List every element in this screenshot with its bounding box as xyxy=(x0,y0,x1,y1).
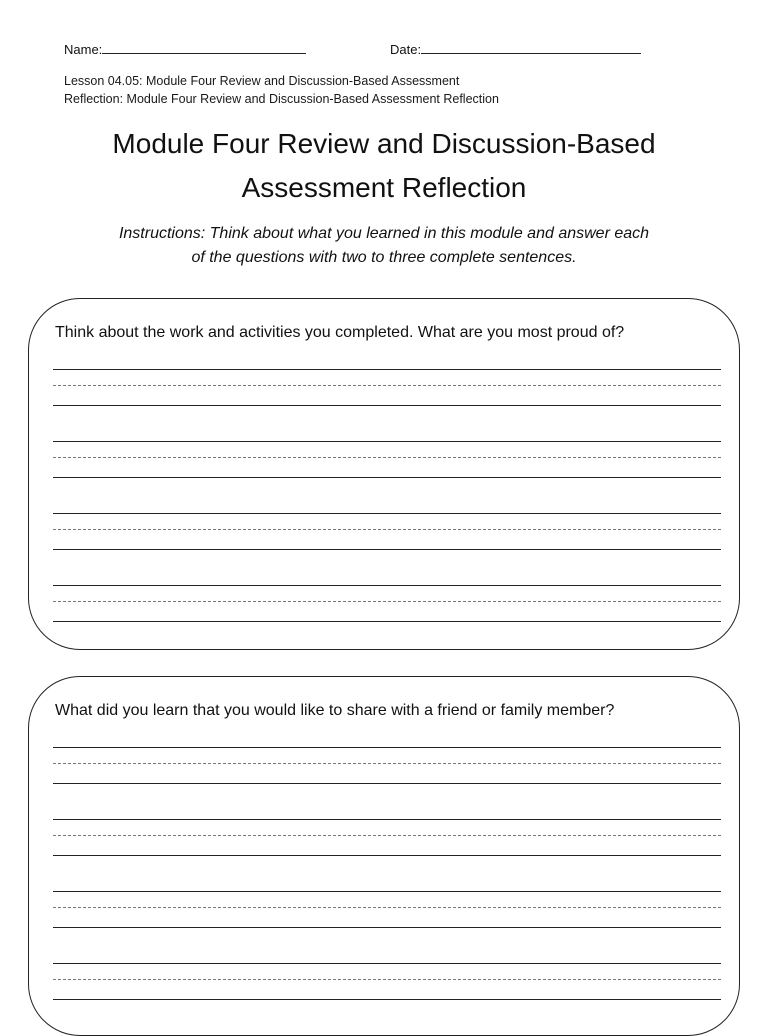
lesson-info xyxy=(64,72,499,108)
question-2-text: What did you learn that you would like to share with a friend or family member? xyxy=(55,702,615,719)
writing-line-pair xyxy=(53,747,721,819)
question-box-2 xyxy=(28,676,740,1036)
writing-guide-line xyxy=(53,763,721,764)
header-row xyxy=(64,40,704,58)
writing-line xyxy=(53,405,721,406)
writing-guide-line xyxy=(53,457,721,458)
question-box-1 xyxy=(28,298,740,650)
writing-line-pair xyxy=(53,819,721,891)
page-title-line-1: Module Four Review and Discussion-Based xyxy=(112,128,656,159)
name-field xyxy=(64,40,306,57)
writing-line xyxy=(53,441,721,442)
writing-line xyxy=(53,513,721,514)
writing-guide-line xyxy=(53,385,721,386)
writing-line xyxy=(53,927,721,928)
writing-line-pair xyxy=(53,369,721,441)
date-blank-line[interactable] xyxy=(421,40,641,54)
writing-line-pair xyxy=(53,585,721,657)
writing-guide-line xyxy=(53,835,721,836)
writing-guide-line xyxy=(53,979,721,980)
writing-line xyxy=(53,783,721,784)
date-label: Date: xyxy=(390,42,422,57)
page-title xyxy=(0,122,768,210)
date-field xyxy=(390,40,641,57)
writing-guide-line xyxy=(53,529,721,530)
writing-line xyxy=(53,855,721,856)
writing-line xyxy=(53,549,721,550)
writing-line xyxy=(53,819,721,820)
answer-area-2[interactable] xyxy=(53,747,721,1035)
writing-line xyxy=(53,369,721,370)
writing-line-pair xyxy=(53,963,721,1035)
writing-guide-line xyxy=(53,601,721,602)
reflection-line: Reflection: Module Four Review and Discussion-Based Assessment Reflection xyxy=(64,92,499,106)
writing-guide-line xyxy=(53,907,721,908)
instructions-line-2: of the questions with two to three complete sentences. xyxy=(191,249,577,266)
writing-line xyxy=(53,891,721,892)
instructions-line-1: Instructions: Think about what you learned in this module and answer each xyxy=(118,225,650,242)
instructions xyxy=(60,222,708,270)
question-1-text: Think about the work and activities you completed. What are you most proud of? xyxy=(55,324,625,341)
name-blank-line[interactable] xyxy=(102,40,306,54)
lesson-line: Lesson 04.05: Module Four Review and Discussion-Based Assessment xyxy=(64,74,460,88)
writing-line-pair xyxy=(53,441,721,513)
writing-line xyxy=(53,747,721,748)
name-label: Name: xyxy=(64,42,103,57)
writing-line-pair xyxy=(53,513,721,585)
writing-line-pair xyxy=(53,891,721,963)
writing-line xyxy=(53,621,721,622)
writing-line xyxy=(53,963,721,964)
answer-area-1[interactable] xyxy=(53,369,721,657)
page-title-line-2: Assessment Reflection xyxy=(241,172,527,203)
writing-line xyxy=(53,999,721,1000)
writing-line xyxy=(53,477,721,478)
writing-line xyxy=(53,585,721,586)
